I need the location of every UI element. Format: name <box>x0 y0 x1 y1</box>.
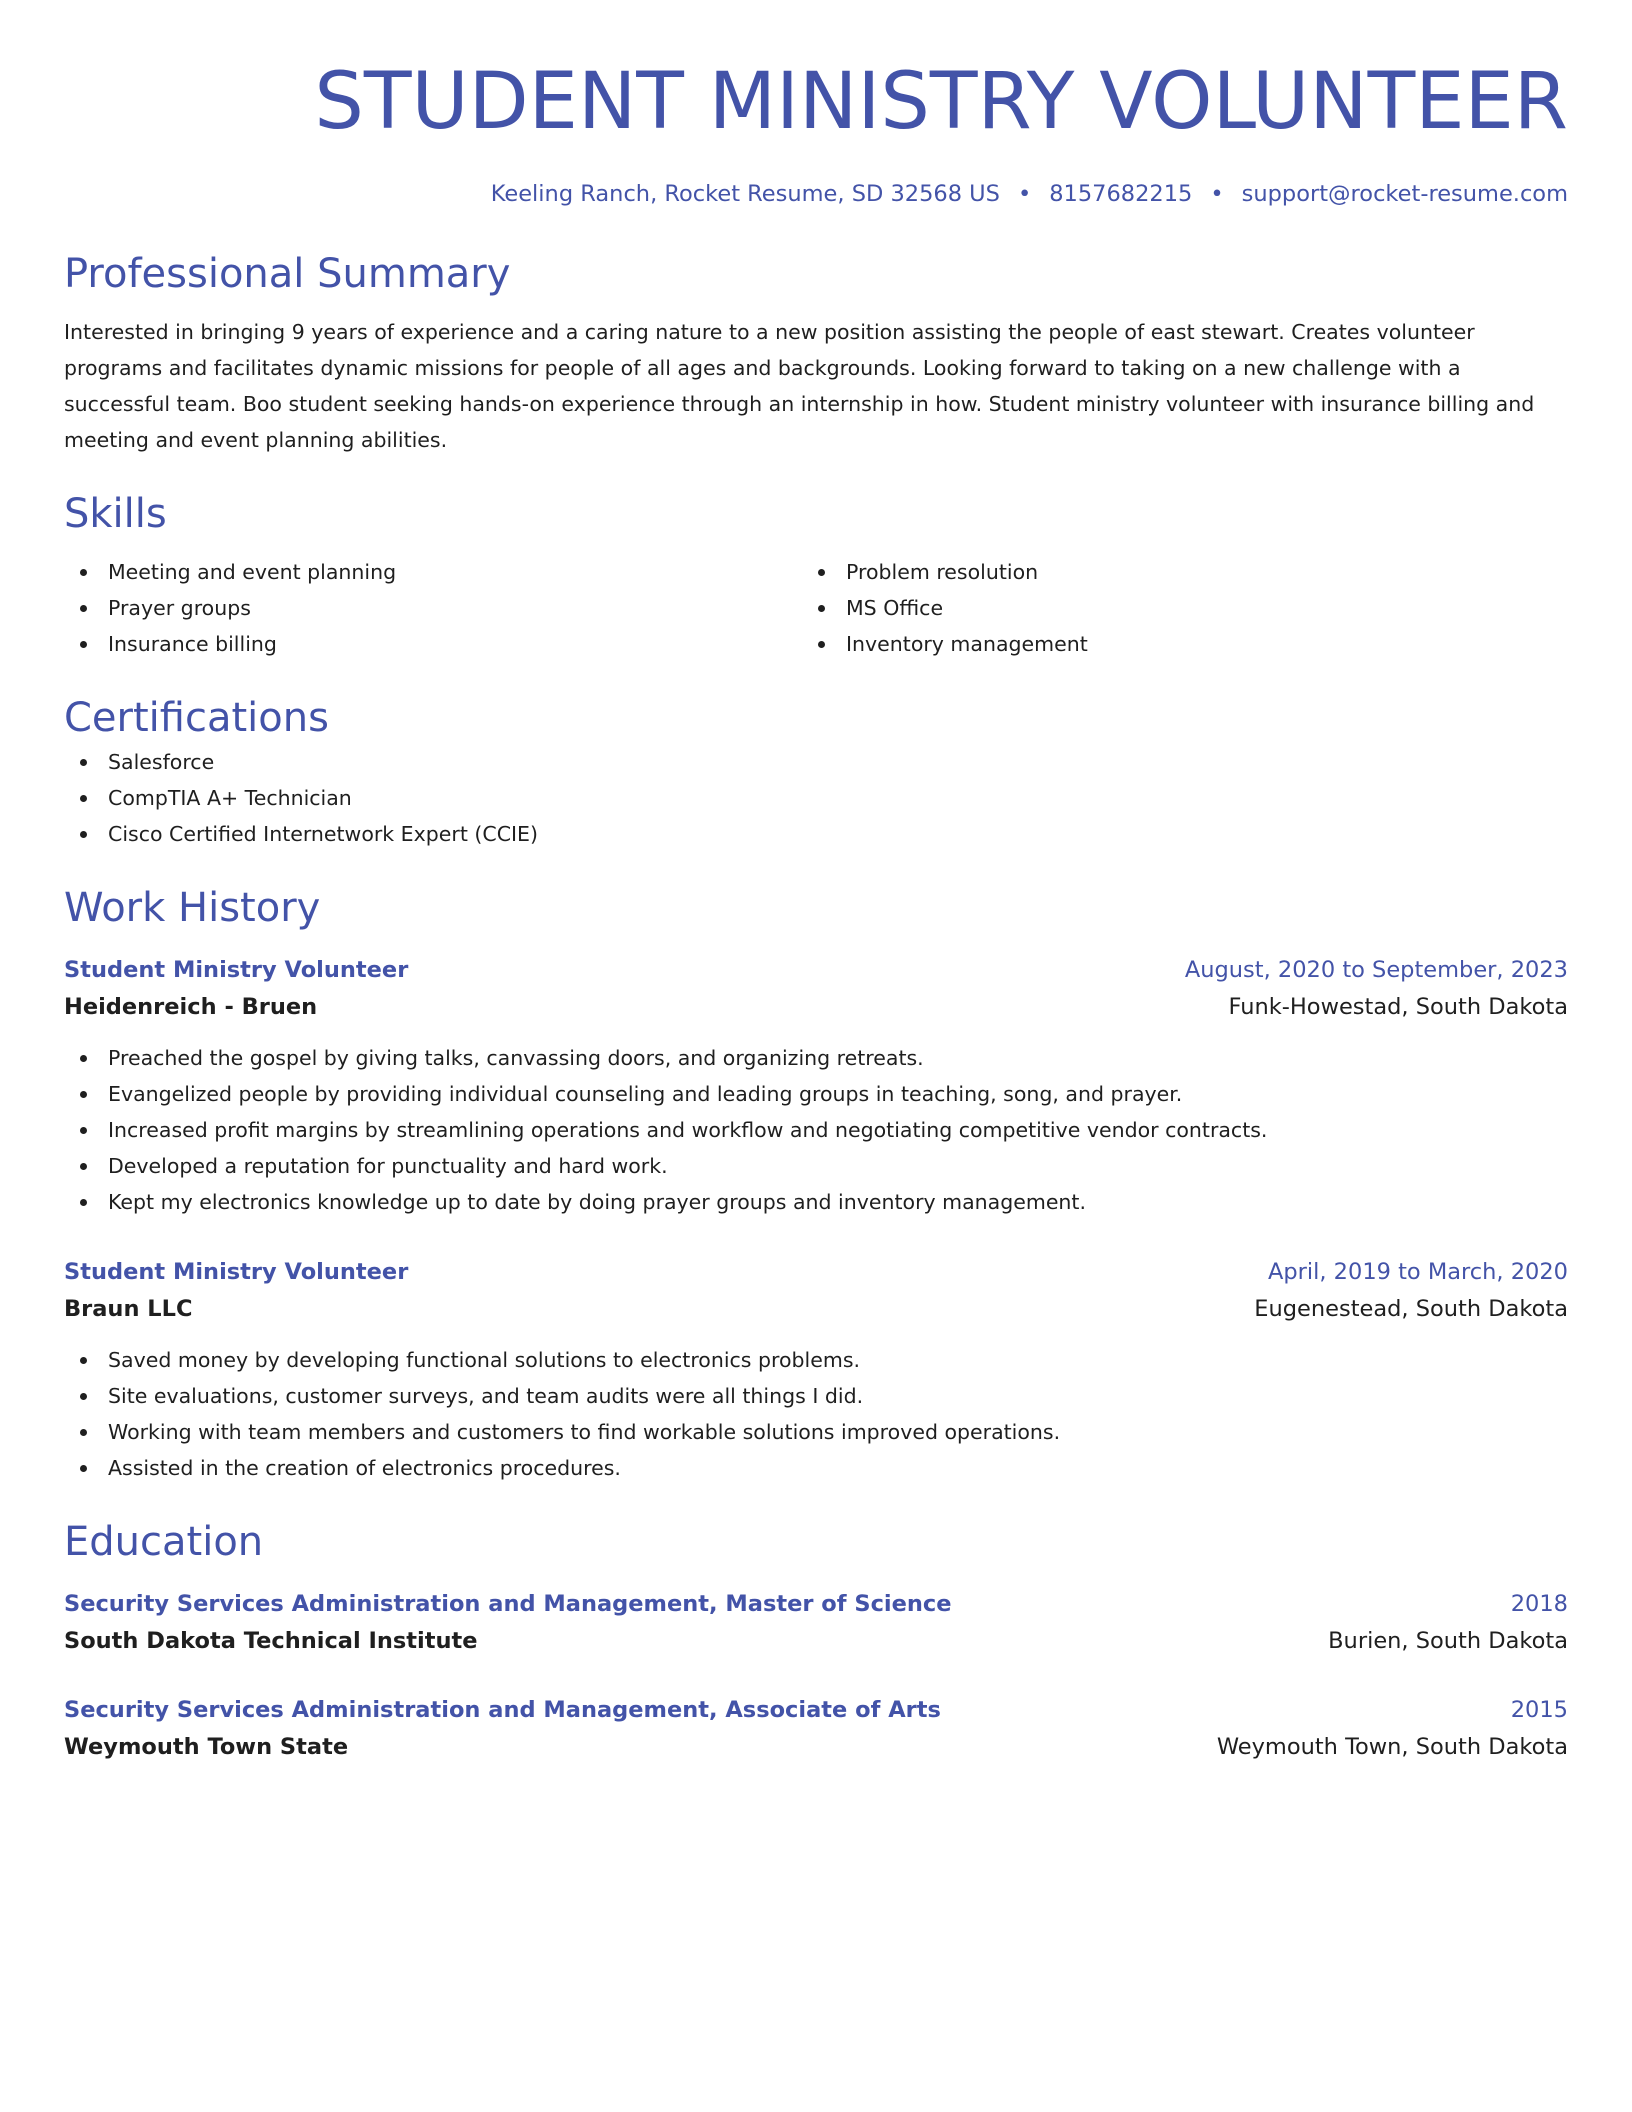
job-company-row <box>64 988 1568 1026</box>
job-dates: August, 2020 to September, 2023 <box>1184 957 1568 983</box>
skill-item: MS Office <box>802 590 1540 626</box>
job-bullets <box>64 1342 1568 1486</box>
education-year: 2015 <box>1510 1697 1568 1723</box>
job-bullet: Site evaluations, customer surveys, and team audits were all things I did. <box>64 1378 1568 1414</box>
job-header-row <box>64 1254 1568 1290</box>
education-year: 2018 <box>1510 1591 1568 1617</box>
education-location: Weymouth Town, South Dakota <box>1216 1734 1568 1760</box>
job-title: Student Ministry Volunteer <box>64 957 409 983</box>
skill-item: Insurance billing <box>64 626 802 662</box>
contact-line <box>64 178 1568 210</box>
education-location: Burien, South Dakota <box>1328 1628 1568 1654</box>
education-entry <box>64 1692 1568 1766</box>
job-header-row <box>64 952 1568 988</box>
job-bullet: Developed a reputation for punctuality and hard work. <box>64 1148 1568 1184</box>
summary-text: Interested in bringing 9 years of experience and a caring nature to a new position assisting the people of east stewart. Creates volunteer programs and facilitates dynamic missions for people of all ages and backgrounds. Looking forward to taking on a new challenge with a successful team. Boo student seeking hands-on experience through an internship in how. Student ministry volunteer with insurance billing and meeting and event planning abilities. <box>64 320 1535 452</box>
certifications-list <box>64 744 1568 852</box>
skills-list-left <box>64 554 802 662</box>
education-school: South Dakota Technical Institute <box>64 1628 478 1654</box>
education-degree-row <box>64 1692 1568 1728</box>
job-company-row <box>64 1290 1568 1328</box>
skill-item: Inventory management <box>802 626 1540 662</box>
education-entry <box>64 1586 1568 1660</box>
education-degree: Security Services Administration and Management, Master of Science <box>64 1591 952 1617</box>
candidate-name: STUDENT MINISTRY VOLUNTEER <box>314 57 1568 147</box>
job-company: Heidenreich - Bruen <box>64 994 318 1020</box>
job-location: Eugenestead, South Dakota <box>1254 1296 1568 1322</box>
job-entry <box>64 952 1568 1220</box>
skills-list-right <box>802 554 1540 662</box>
job-dates: April, 2019 to March, 2020 <box>1267 1259 1568 1285</box>
job-bullets <box>64 1040 1568 1220</box>
education-school: Weymouth Town State <box>64 1734 349 1760</box>
job-title: Student Ministry Volunteer <box>64 1259 409 1285</box>
skill-item: Prayer groups <box>64 590 802 626</box>
section-title-certifications: Certifications <box>64 695 329 741</box>
contact-separator: • <box>1017 181 1032 207</box>
education-school-row <box>64 1622 1568 1660</box>
section-title-education: Education <box>64 1519 264 1565</box>
contact-email[interactable]: support@rocket-resume.com <box>1241 181 1568 207</box>
job-bullet: Assisted in the creation of electronics procedures. <box>64 1450 1568 1486</box>
section-title-summary: Professional Summary <box>64 251 511 297</box>
section-title-skills: Skills <box>64 491 167 537</box>
skills-grid <box>64 554 1568 662</box>
education-degree-row <box>64 1586 1568 1622</box>
certification-item: Cisco Certified Internetwork Expert (CCIE) <box>64 816 1568 852</box>
certification-item: Salesforce <box>64 744 1568 780</box>
skills-column-left <box>64 554 802 662</box>
contact-separator: • <box>1210 181 1224 207</box>
job-bullet: Increased profit margins by streamlining operations and workflow and negotiating competitive vendor contracts. <box>64 1112 1568 1148</box>
education-degree: Security Services Administration and Management, Associate of Arts <box>64 1697 941 1723</box>
skill-item: Problem resolution <box>802 554 1540 590</box>
contact-address: Keeling Ranch, Rocket Resume, SD 32568 US <box>490 181 1000 207</box>
job-bullet: Preached the gospel by giving talks, canvassing doors, and organizing retreats. <box>64 1040 1568 1076</box>
job-bullet: Evangelized people by providing individual counseling and leading groups in teaching, song, and prayer. <box>64 1076 1568 1112</box>
contact-phone: 8157682215 <box>1049 181 1193 207</box>
section-title-work-history: Work History <box>64 885 321 931</box>
job-company: Braun LLC <box>64 1296 193 1322</box>
job-location: Funk-Howestad, South Dakota <box>1228 994 1568 1020</box>
job-bullet: Saved money by developing functional solutions to electronics problems. <box>64 1342 1568 1378</box>
job-bullet: Kept my electronics knowledge up to date by doing prayer groups and inventory management. <box>64 1184 1568 1220</box>
job-bullet: Working with team members and customers to find workable solutions improved operations. <box>64 1414 1568 1450</box>
skill-item: Meeting and event planning <box>64 554 802 590</box>
skills-column-right <box>802 554 1540 662</box>
certification-item: CompTIA A+ Technician <box>64 780 1568 816</box>
education-school-row <box>64 1728 1568 1766</box>
job-entry <box>64 1254 1568 1486</box>
